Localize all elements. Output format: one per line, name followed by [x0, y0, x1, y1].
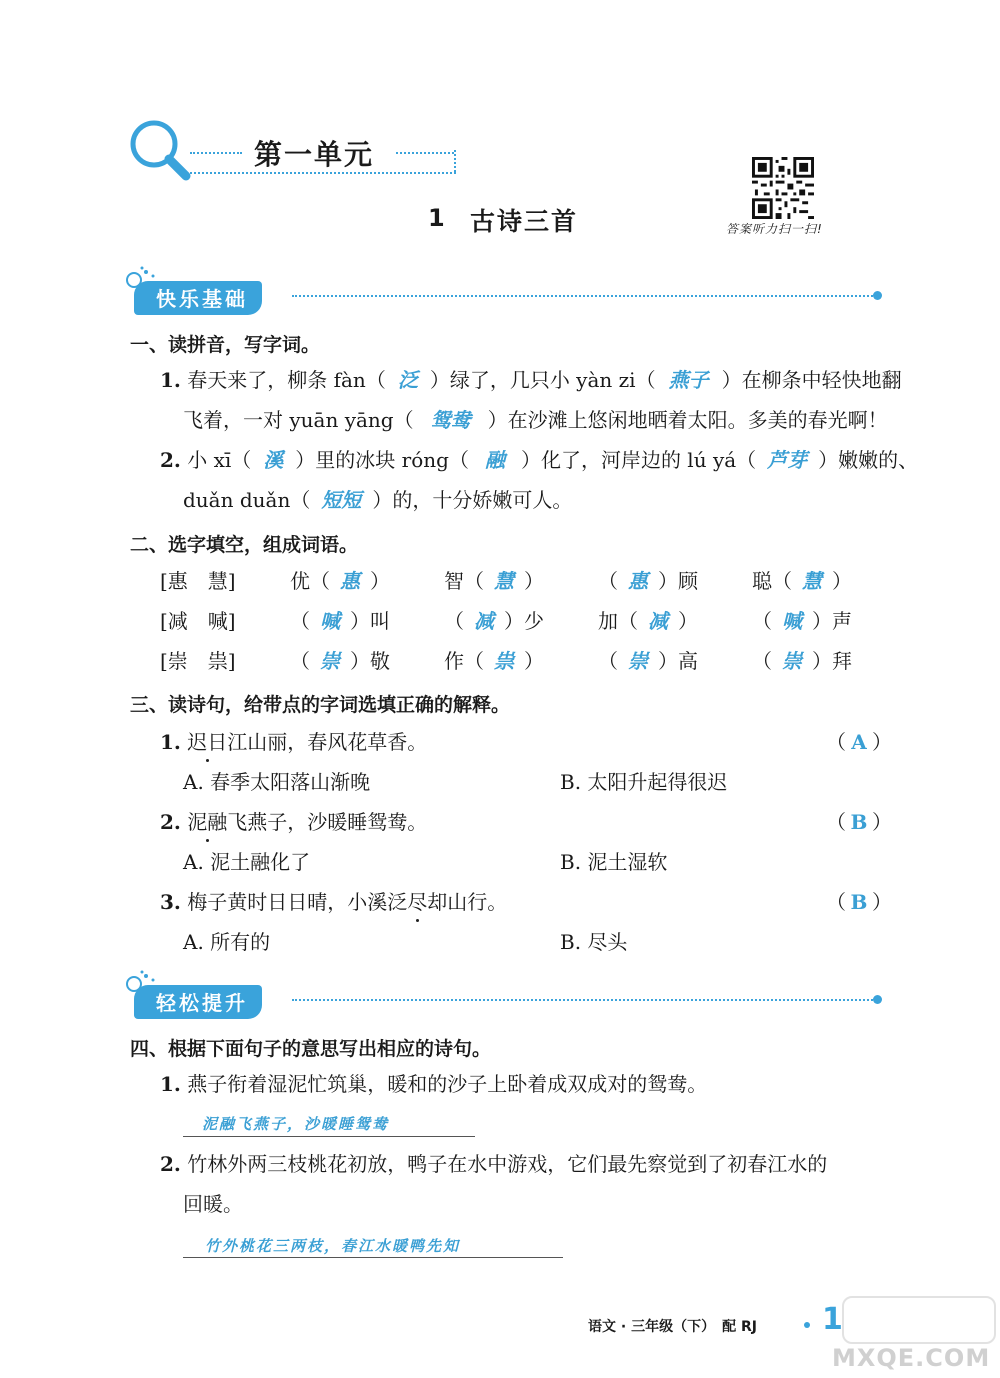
q2-row2-group: [减 喊] — [160, 609, 236, 633]
footer-subject: 语文 · 三年级（下） 配 RJ — [588, 1319, 757, 1335]
section-rule-dot — [873, 291, 882, 300]
unit-title-rule-right — [396, 152, 454, 154]
q4-item2-text1: 竹林外两三枝桃花初放，鸭子在水中游戏，它们最先察觉到了初春江水的 — [187, 1152, 828, 1176]
section-badge-basic: 快乐基础 — [134, 281, 262, 315]
q2-row3-cell1 — [290, 647, 390, 675]
q1-item1-answer3: 鸳鸯 — [430, 408, 471, 432]
q4-item2-answer-line — [183, 1257, 563, 1258]
section-rule-dot — [873, 995, 882, 1004]
q2-row2-cell3 — [598, 607, 698, 635]
q2-cell-post: ）敬 — [350, 649, 390, 673]
q2-cell-post: ） — [370, 569, 390, 593]
q2-cell-answer: 惠 — [628, 569, 648, 593]
q2-row3-cell3 — [598, 647, 698, 675]
q2-cell-pre: 智（ — [444, 569, 484, 593]
q1-item2-number: 2. — [160, 448, 181, 472]
q1-item2-text-d: ）嫩嫩的、 — [818, 448, 919, 472]
q2-row1-cell4 — [752, 567, 852, 595]
q4-item1-number: 1. — [160, 1072, 181, 1096]
watermark-logo — [842, 1296, 996, 1344]
q2-cell-answer: 慧 — [494, 569, 514, 593]
q1-item1-text-c: ）在柳条中轻快地翻 — [721, 368, 902, 392]
q3-item-text-post: 江山丽，春风花草香。 — [227, 730, 428, 754]
q3-item2-dotted-word: 泥融 — [187, 810, 228, 834]
q4-item2-answer: 竹外桃花三两枝，春江水暖鸭先知 — [205, 1237, 461, 1255]
q2-cell-answer: 惠 — [340, 569, 360, 593]
q2-row2-cell2 — [444, 607, 544, 635]
q3-item2-question — [160, 808, 427, 836]
q1-item2-line2 — [183, 486, 572, 514]
q1-item2-answer1: 溪 — [263, 448, 284, 472]
q3-item-text-post: 却山行。 — [427, 890, 508, 914]
q2-row1-cell1 — [290, 567, 390, 595]
q2-cell-post: ）少 — [504, 609, 544, 633]
q2-cell-answer: 崇 — [782, 649, 802, 673]
q1-item2-text-c: ）化了，河岸边的 lú yá（ — [520, 448, 757, 472]
q1-item2-answer2: 融 — [484, 448, 505, 472]
q2-cell-pre: 优（ — [290, 569, 330, 593]
unit-title: 第一单元 — [254, 138, 375, 171]
lesson-number: 1 — [428, 204, 445, 232]
q3-item-text-pre: 梅子黄时日日晴，小溪泛 — [187, 890, 408, 914]
q2-cell-post: ）叫 — [350, 609, 390, 633]
q2-cell-answer: 减 — [474, 609, 494, 633]
q2-row3-group: [崇 祟] — [160, 649, 236, 673]
q2-cell-answer: 崇 — [628, 649, 648, 673]
q2-cell-pre: 作（ — [444, 649, 484, 673]
q4-item1-text: 燕子衔着湿泥忙筑巢，暖和的沙子上卧着成双成对的鸳鸯。 — [187, 1072, 708, 1096]
q2-heading: 二、选字填空，组成词语。 — [130, 534, 359, 556]
q3-item1-question — [160, 728, 427, 756]
qr-code[interactable] — [752, 157, 814, 219]
q3-item1-option-b: B. 太阳升起得很迟 — [560, 770, 728, 794]
q3-item3-option-b: B. 尽头 — [560, 930, 628, 954]
unit-title-rule-bottom — [190, 172, 456, 174]
watermark-text: MXQE.COM — [832, 1344, 991, 1372]
q1-item2-text-f: ）的，十分娇嫩可人。 — [372, 488, 573, 512]
q2-cell-post: ） — [832, 569, 852, 593]
q2-cell-pre: （ — [598, 569, 618, 593]
q3-item2-number: 2. — [160, 810, 181, 834]
magnifier-icon — [128, 118, 192, 182]
q2-row1-group: [惠 慧] — [160, 569, 236, 593]
q2-row3-cell4 — [752, 647, 852, 675]
qr-caption: 答案听力扫一扫! — [726, 222, 823, 236]
q4-item2-number: 2. — [160, 1152, 181, 1176]
q1-item2-text-b: ）里的冰块 róng（ — [295, 448, 469, 472]
q2-row1-cell2 — [444, 567, 544, 595]
q2-cell-pre: （ — [598, 649, 618, 673]
q3-item2-option-b: B. 泥土湿软 — [560, 850, 668, 874]
q2-row3-cell2 — [444, 647, 544, 675]
q1-item2-answer4: 短短 — [321, 488, 362, 512]
q1-item1-text-e: ）在沙滩上悠闲地晒着太阳。多美的春光啊！ — [487, 408, 888, 432]
q1-item1-text-d: 飞着，一对 yuān yāng（ — [183, 408, 414, 432]
q4-item1-answer-line — [183, 1136, 475, 1137]
q2-cell-pre: （ — [290, 609, 310, 633]
unit-title-bracket — [454, 150, 456, 172]
q3-item1-answer-box: （ A ） — [826, 730, 892, 754]
q1-item1-line2 — [183, 406, 888, 434]
q2-row2-cell1 — [290, 607, 390, 635]
q2-cell-pre: （ — [752, 609, 772, 633]
lesson-title: 古诗三首 — [470, 207, 579, 236]
q2-cell-pre: （ — [444, 609, 464, 633]
q2-cell-pre: 加（ — [598, 609, 638, 633]
q1-item2-answer3: 芦芽 — [767, 448, 808, 472]
q2-cell-pre: （ — [752, 649, 772, 673]
footer-dot — [804, 1322, 810, 1328]
q3-item1-option-a: A. 春季太阳落山渐晚 — [183, 770, 371, 794]
q2-cell-answer: 慧 — [802, 569, 822, 593]
q1-item1-line1 — [160, 366, 902, 394]
q3-item2-option-a: A. 泥土融化了 — [183, 850, 311, 874]
unit-title-rule-left — [190, 152, 242, 154]
q1-item1-text-b: ）绿了，几只小 yàn zi（ — [429, 368, 656, 392]
q1-item1-answer2: 燕子 — [668, 368, 709, 392]
q2-cell-answer: 减 — [648, 609, 668, 633]
q2-cell-post: ） — [524, 569, 544, 593]
q1-item1-answer1: 泛 — [397, 368, 418, 392]
q3-item3-option-a: A. 所有的 — [183, 930, 271, 954]
q2-cell-pre: （ — [290, 649, 310, 673]
q2-cell-pre: 聪（ — [752, 569, 792, 593]
q4-item2-question-line1 — [160, 1150, 827, 1178]
q3-item3-answer-box: （ B ） — [826, 890, 892, 914]
q3-item1-answer: A — [851, 730, 867, 754]
q2-cell-post: ） — [524, 649, 544, 673]
q2-cell-post: ） — [678, 609, 698, 633]
q4-item1-answer: 泥融飞燕子，沙暖睡鸳鸯 — [202, 1115, 390, 1133]
q1-item2-line1 — [160, 446, 918, 474]
q1-heading: 一、读拼音，写字词。 — [130, 334, 321, 356]
q2-row1-cell3 — [598, 567, 698, 595]
q4-item2-question-line2: 回暖。 — [183, 1192, 243, 1216]
section-badge-advanced: 轻松提升 — [134, 985, 262, 1019]
q3-item3-answer: B — [850, 890, 868, 914]
q1-item2-text-e: duǎn duǎn（ — [183, 488, 311, 512]
q2-cell-post: ）顾 — [658, 569, 698, 593]
q3-item2-answer: B — [850, 810, 868, 834]
q4-heading: 四、根据下面句子的意思写出相应的诗句。 — [130, 1038, 492, 1060]
q2-cell-post: ）拜 — [812, 649, 852, 673]
page-number: 1 — [822, 1302, 843, 1337]
q3-item1-dotted-word: 迟日 — [187, 730, 228, 754]
q3-heading: 三、读诗句，给带点的字词选填正确的解释。 — [130, 694, 511, 716]
q3-item3-question — [160, 888, 507, 916]
q2-cell-answer: 崇 — [320, 649, 340, 673]
q2-cell-post: ）高 — [658, 649, 698, 673]
q3-item2-answer-box: （ B ） — [826, 810, 892, 834]
q2-cell-answer: 喊 — [320, 609, 340, 633]
section-rule-advanced — [292, 999, 876, 1001]
q2-cell-answer: 祟 — [494, 649, 514, 673]
q1-item1-number: 1. — [160, 368, 181, 392]
q3-item3-dotted-word: 尽 — [407, 890, 428, 914]
q1-item1-text-a: 春天来了，柳条 fàn（ — [187, 368, 386, 392]
q4-item1-question — [160, 1070, 707, 1098]
q2-row2-cell4 — [752, 607, 852, 635]
q3-item3-number: 3. — [160, 890, 181, 914]
section-rule-basic — [292, 295, 876, 297]
q2-cell-answer: 喊 — [782, 609, 802, 633]
q1-item2-text-a: 小 xī（ — [187, 448, 252, 472]
q2-cell-post: ）声 — [812, 609, 852, 633]
q3-item1-number: 1. — [160, 730, 181, 754]
q3-item-text-post: 飞燕子，沙暖睡鸳鸯。 — [227, 810, 428, 834]
